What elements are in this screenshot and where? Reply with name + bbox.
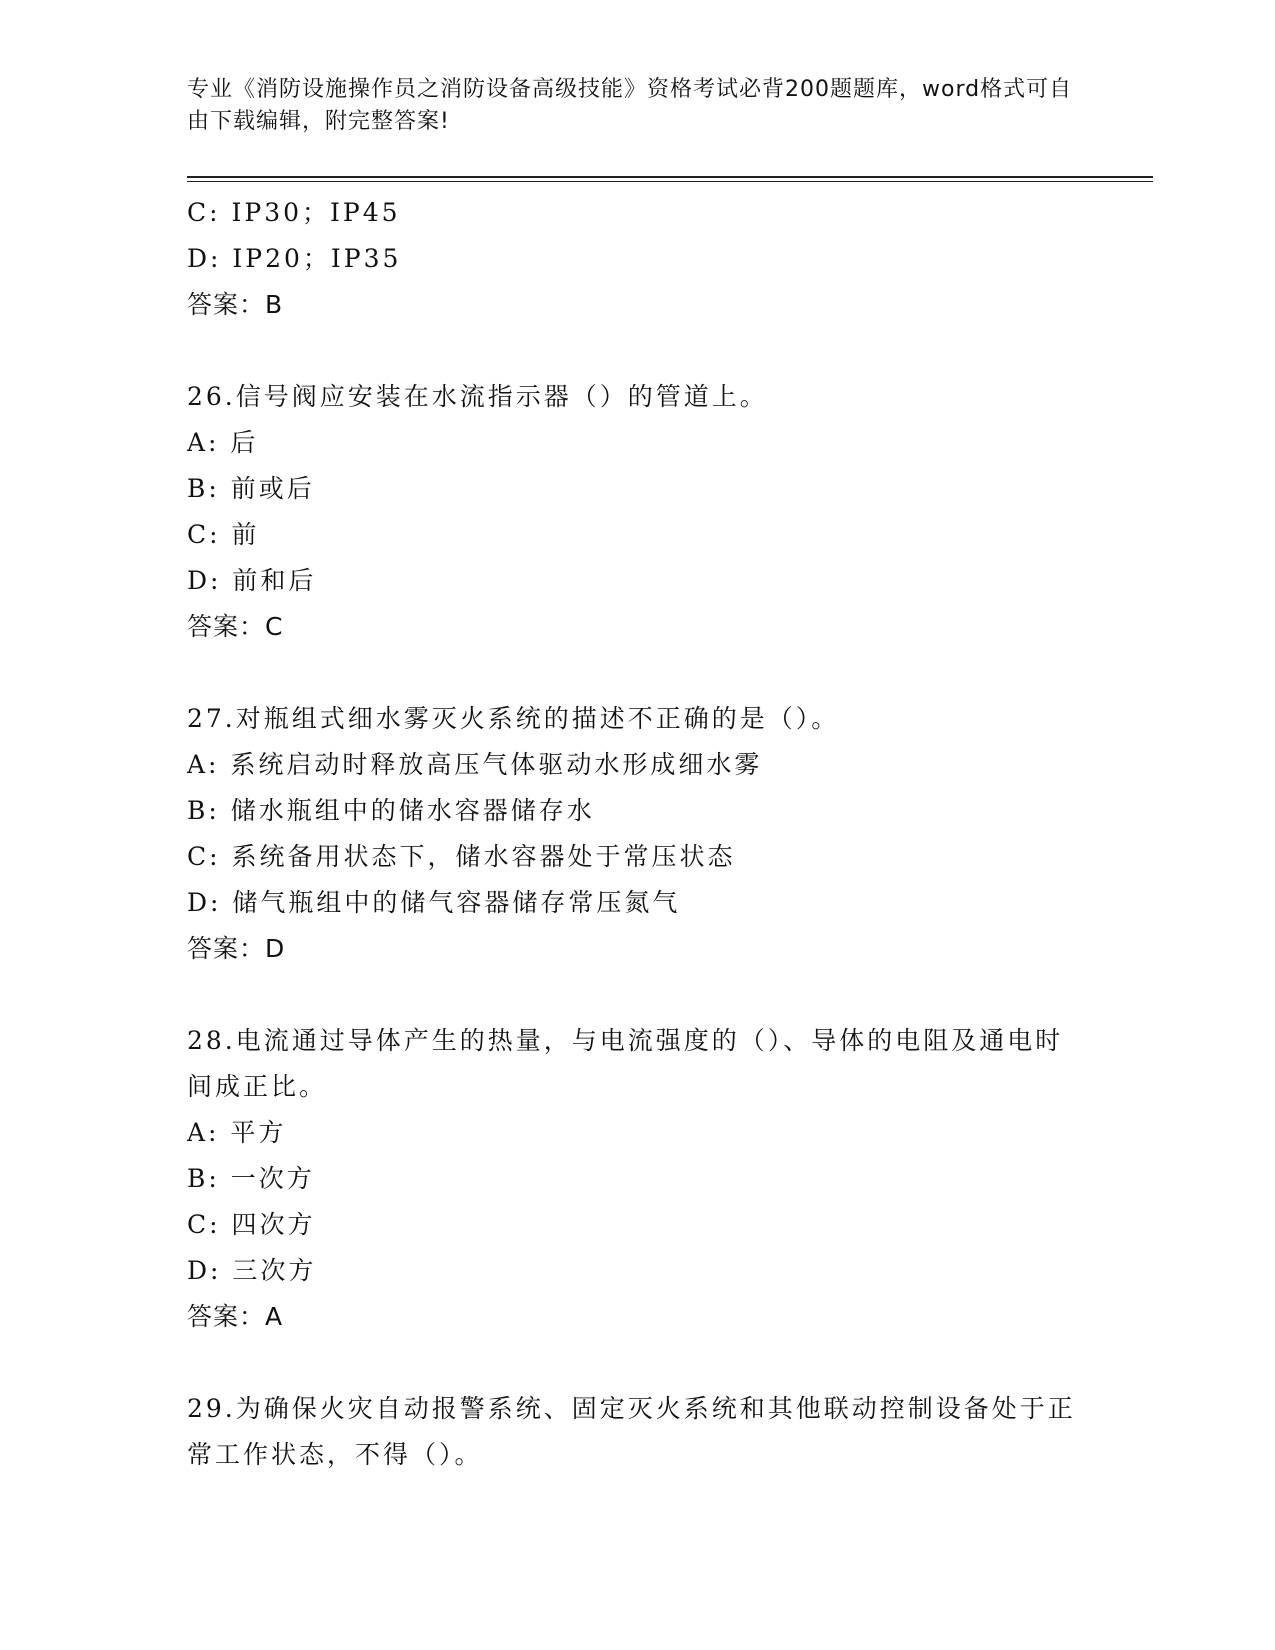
question-28 xyxy=(187,1018,1087,1340)
question-stem: 26.信号阀应安装在水流指示器（）的管道上。 xyxy=(187,382,768,411)
question-29 xyxy=(187,1386,1087,1478)
question-stem: 27.对瓶组式细水雾灭火系统的描述不正确的是（）。 xyxy=(187,704,840,733)
option-b: B: 前或后 xyxy=(187,474,315,503)
option-b: B: 储水瓶组中的储水容器储存水 xyxy=(187,796,595,825)
option-d: D: 储气瓶组中的储气容器储存常压氮气 xyxy=(187,888,681,917)
question-stem: 28.电流通过导体产生的热量，与电流强度的（）、导体的电阻及通电时间成正比。 xyxy=(187,1026,1064,1101)
option-c: C: 四次方 xyxy=(187,1210,316,1239)
answer-line: 答案：A xyxy=(187,1302,284,1331)
question-list xyxy=(187,190,1087,1478)
header-rule-thick xyxy=(187,176,1153,178)
option-a: A: 平方 xyxy=(187,1118,287,1147)
answer-line: 答案：C xyxy=(187,612,284,641)
option-a: A: 系统启动时释放高压气体驱动水形成细水雾 xyxy=(187,750,763,779)
option-c: C: IP30；IP45 xyxy=(187,198,401,227)
question-stem: 29.为确保火灾自动报警系统、固定灭火系统和其他联动控制设备处于正常工作状态，不得（）。 xyxy=(187,1394,1076,1469)
question-25-tail xyxy=(187,190,1087,328)
option-d: D: 三次方 xyxy=(187,1256,317,1285)
answer-line: 答案：B xyxy=(187,290,284,319)
option-d: D: 前和后 xyxy=(187,566,317,595)
option-c: C: 前 xyxy=(187,520,260,549)
document-header: 专业《消防设施操作员之消防设备高级技能》资格考试必背200题题库，word格式可自由下载编辑，附完整答案! xyxy=(187,77,1073,134)
option-b: B: 一次方 xyxy=(187,1164,315,1193)
answer-line: 答案：D xyxy=(187,934,286,963)
option-a: A: 后 xyxy=(187,428,259,457)
question-27 xyxy=(187,696,1087,972)
option-d: D: IP20；IP35 xyxy=(187,244,402,273)
question-26 xyxy=(187,374,1087,650)
header-rule-thin xyxy=(187,181,1153,182)
option-c: C: 系统备用状态下，储水容器处于常压状态 xyxy=(187,842,736,871)
